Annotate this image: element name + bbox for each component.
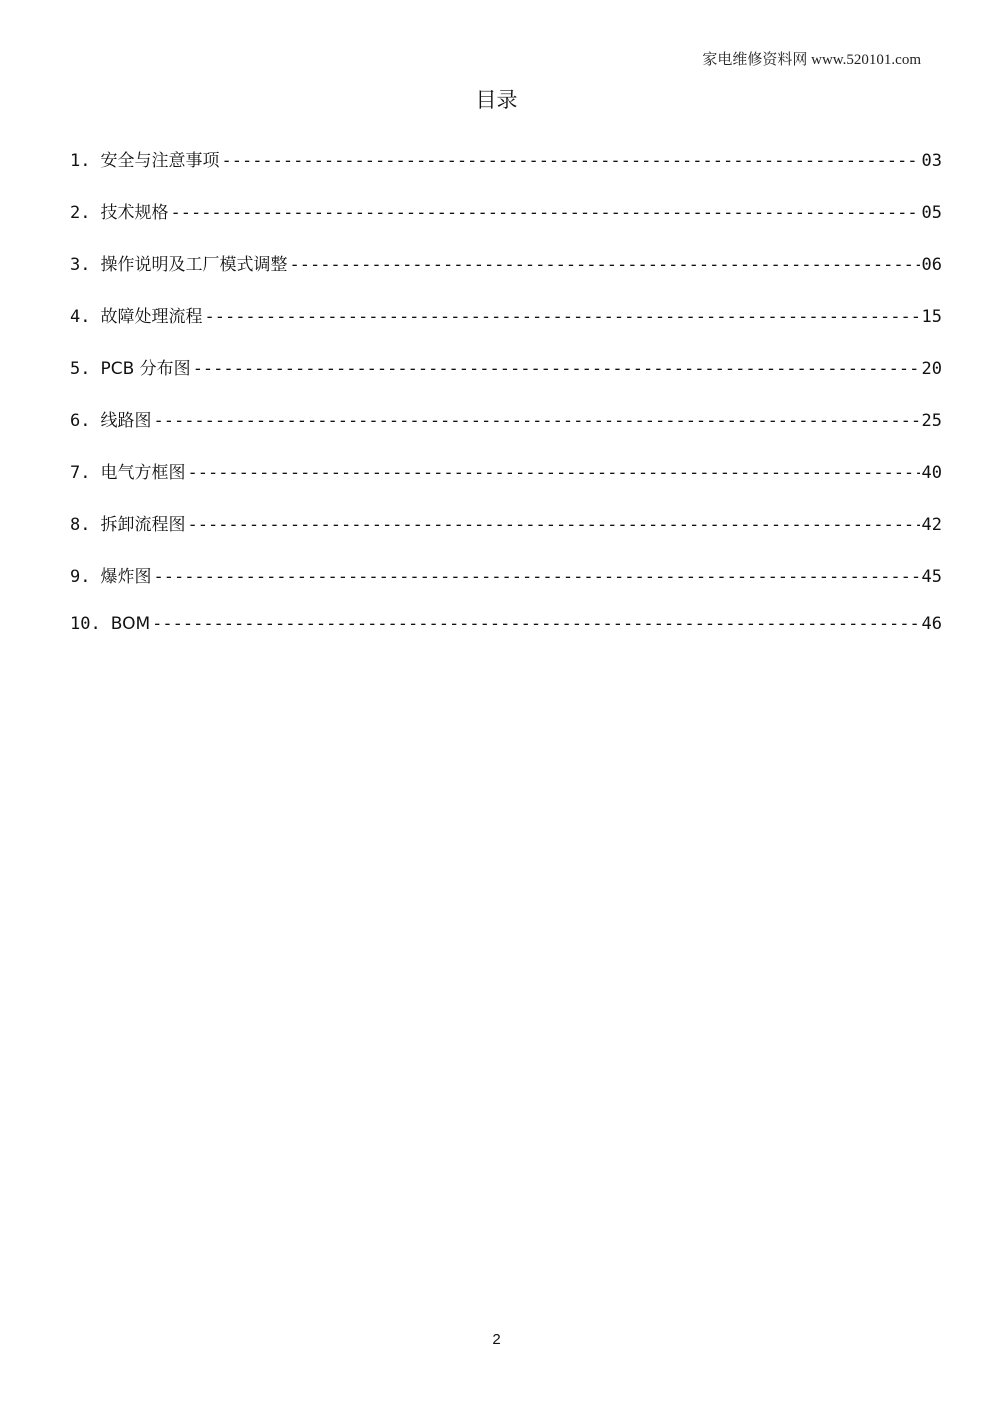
toc-entry-number: 9. (70, 567, 91, 587)
toc-entry[interactable] (70, 198, 942, 250)
toc-entry-page: 05 (921, 203, 942, 223)
table-of-contents (70, 146, 942, 666)
toc-entry-label: 拆卸流程图 (100, 515, 186, 535)
toc-leader (289, 255, 919, 275)
toc-entry-number: 8. (70, 515, 91, 535)
page-title: 目录 (475, 88, 518, 112)
toc-entry-page: 46 (921, 614, 942, 634)
toc-entry-label: BOM (110, 614, 151, 634)
toc-leader (153, 411, 919, 431)
toc-entry[interactable] (70, 562, 942, 614)
page-number: 2 (492, 1331, 501, 1348)
toc-entry-number: 3. (70, 255, 91, 275)
toc-entry-label: 线路图 (100, 411, 152, 431)
toc-entry[interactable] (70, 458, 942, 510)
toc-entry-number: 1. (70, 151, 91, 171)
toc-entry[interactable] (70, 354, 942, 406)
toc-entry-page: 25 (921, 411, 942, 431)
toc-entry-page: 45 (921, 567, 942, 587)
toc-entry-page: 42 (921, 515, 942, 535)
toc-entry-label: 技术规格 (100, 203, 169, 223)
toc-entry-label: PCB 分布图 (100, 359, 191, 379)
toc-entry[interactable] (70, 302, 942, 354)
toc-entry[interactable] (70, 406, 942, 458)
toc-leader (193, 359, 920, 379)
toc-entry-number: 10. (70, 614, 101, 634)
toc-entry-number: 7. (70, 463, 91, 483)
toc-entry-label: 操作说明及工厂模式调整 (100, 255, 288, 275)
toc-entry[interactable] (70, 250, 942, 302)
toc-entry-label: 电气方框图 (100, 463, 186, 483)
toc-leader (153, 567, 919, 587)
toc-entry[interactable] (70, 146, 942, 198)
toc-leader (187, 463, 919, 483)
toc-leader (170, 203, 919, 223)
toc-entry-page: 20 (921, 359, 942, 379)
toc-leader (187, 515, 919, 535)
toc-entry-label: 故障处理流程 (100, 307, 203, 327)
toc-entry-page: 03 (921, 151, 942, 171)
toc-leader (204, 307, 919, 327)
toc-entry[interactable] (70, 510, 942, 562)
toc-entry[interactable] (70, 614, 942, 666)
toc-entry-label: 安全与注意事项 (100, 151, 220, 171)
header-site-note: 家电维修资料网 www.520101.com (702, 52, 921, 68)
toc-entry-number: 5. (70, 359, 91, 379)
toc-entry-number: 6. (70, 411, 91, 431)
toc-entry-page: 15 (921, 307, 942, 327)
toc-entry-number: 4. (70, 307, 91, 327)
toc-leader (221, 151, 919, 171)
toc-entry-number: 2. (70, 203, 91, 223)
toc-entry-page: 40 (921, 463, 942, 483)
toc-leader (152, 614, 919, 634)
toc-entry-label: 爆炸图 (100, 567, 152, 587)
toc-entry-page: 06 (921, 255, 942, 275)
